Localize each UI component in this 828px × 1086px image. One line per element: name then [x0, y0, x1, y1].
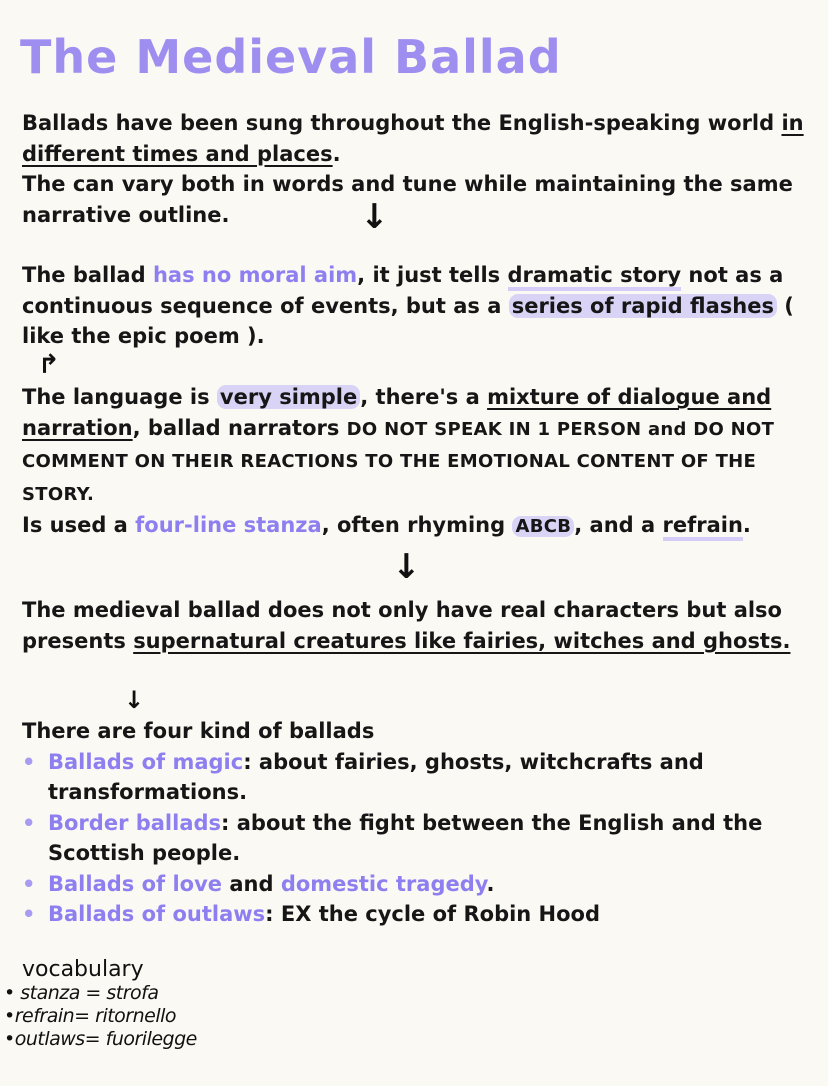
kind-name: Border ballads [48, 810, 222, 835]
kinds-list [22, 747, 812, 930]
highlight-text: has no moral aim [152, 263, 358, 287]
text: ( like the epic poem ). [22, 293, 794, 348]
kind-desc: : about the fight between the English and the Scottish people. [48, 810, 763, 865]
kind-desc: : EX the cycle of Robin Hood [265, 902, 601, 926]
text: The language is [22, 385, 217, 409]
text: . [486, 871, 495, 896]
paragraph-language [22, 382, 812, 543]
list-item [22, 869, 812, 900]
underlined-text: mixture of dialogue and narration [22, 385, 772, 440]
text: , often rhyming [321, 513, 513, 537]
text: , it just tells [357, 263, 508, 287]
vocabulary-item: • stanza = strofa [4, 982, 159, 1004]
underlined-text: dramatic story [508, 263, 682, 291]
paragraph-intro [22, 108, 812, 230]
underlined-text: refrain [663, 513, 743, 541]
kind-name: Ballads of love [48, 871, 223, 896]
kind-desc: : about fairies, ghosts, witchcrafts and transformations. [48, 749, 704, 804]
highlighted-text: series of rapid flashes [509, 294, 777, 318]
text: Ballads have been sung throughout the English-speaking world [22, 111, 782, 135]
kind-name: Ballads of outlaws [48, 902, 266, 926]
paragraph-characters [22, 595, 812, 656]
underlined-text: in different times and places [22, 111, 804, 166]
vocabulary-box [4, 958, 197, 1051]
list-item [22, 747, 812, 808]
list-item [22, 899, 812, 930]
text: . [332, 141, 341, 166]
text: The medieval ballad does not only have real characters but also presents [22, 598, 782, 653]
text: Is used a [22, 513, 136, 537]
highlighted-text: ABCB [512, 516, 574, 537]
text: and [222, 871, 281, 896]
highlight-text: four-line stanza [135, 513, 322, 537]
curved-arrow-icon: ↱ [38, 350, 60, 380]
highlighted-text: very simple [217, 385, 360, 409]
ballad-kinds [22, 716, 812, 930]
text: , ballad narrators [132, 415, 347, 440]
text: , there's a [360, 385, 488, 409]
vocabulary-item: •outlaws= fuorilegge [4, 1028, 197, 1050]
text: The ballad [22, 263, 153, 287]
paragraph-ballad-aim [22, 260, 812, 352]
kind-name: Ballads of magic [48, 749, 244, 774]
vocabulary-item: •refrain= ritornello [4, 1005, 177, 1027]
list-item [22, 808, 812, 869]
arrow-down-icon: ↓ [124, 686, 145, 714]
caps-text: DO NOT SPEAK IN 1 PERSON and DO NOT COMMENT ON THEIR REACTIONS TO THE EMOTIONAL CONTENT OF THE STORY. [22, 418, 775, 505]
kinds-intro: There are four kind of ballads [22, 719, 375, 743]
text: not as a continuous sequence of events, but as a [22, 263, 784, 318]
arrow-down-icon: ↓ [392, 547, 421, 587]
text: The can vary both in words and tune while maintaining the same narrative outline. [22, 172, 793, 227]
page-title: The Medieval Ballad [20, 30, 562, 84]
arrow-down-icon: ↓ [360, 197, 389, 237]
text: . [742, 513, 751, 537]
text: , and a [574, 513, 663, 537]
underlined-text: supernatural creatures like fairies, witches and ghosts. [133, 628, 791, 653]
vocabulary-title: vocabulary [22, 957, 144, 982]
kind-name: domestic tragedy [280, 871, 487, 896]
